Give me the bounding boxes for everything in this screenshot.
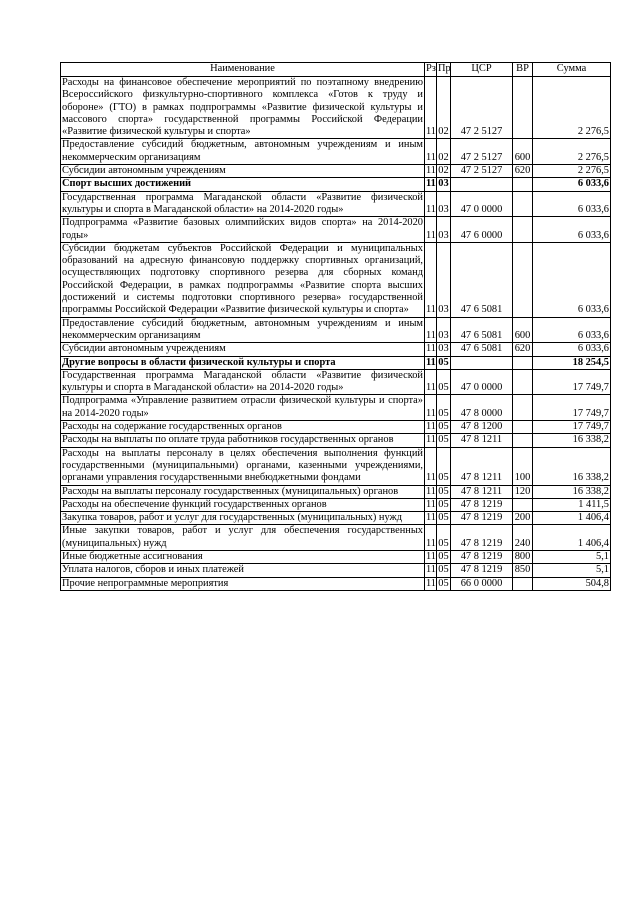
row-name-cell: Иные закупки товаров, работ и услуг для обеспечения государственных (муниципальных) нужд	[62, 525, 423, 549]
row-csr-cell: 47 8 1219	[451, 525, 513, 551]
header-sum: Сумма	[533, 63, 611, 77]
table-row	[61, 356, 611, 369]
table-header	[61, 63, 611, 77]
row-csr-cell: 47 8 1219	[451, 564, 513, 577]
row-csr-cell: 47 6 0000	[451, 217, 513, 243]
table-row	[61, 343, 611, 356]
row-name-cell: Расходы на обеспечение функций государственных органов	[61, 498, 425, 511]
row-csr-cell: 47 8 1219	[451, 512, 513, 525]
table-row	[61, 217, 611, 243]
header-name: Наименование	[61, 63, 425, 77]
row-name-cell: Спорт высших достижений	[61, 178, 425, 191]
row-name-cell: Прочие непрограммные мероприятия	[61, 577, 425, 590]
row-csr-cell: 47 8 0000	[451, 395, 513, 421]
table-row	[61, 447, 611, 485]
budget-table	[60, 62, 611, 591]
row-vr-cell: 600	[513, 139, 533, 165]
row-csr-cell: 47 8 1211	[451, 447, 513, 485]
row-sum-cell: 2 276,5	[533, 139, 611, 165]
row-csr-cell: 47 8 1200	[451, 421, 513, 434]
table-row	[61, 395, 611, 421]
row-sum-cell: 6 033,6	[533, 178, 611, 191]
row-rz-cell: 11	[425, 242, 437, 317]
table-row	[61, 421, 611, 434]
row-csr-cell: 47 2 5127	[451, 165, 513, 178]
row-vr-cell: 100	[513, 447, 533, 485]
row-name-cell: Расходы на выплаты персоналу государственных (муниципальных) органов	[61, 485, 425, 498]
row-csr-cell: 66 0 0000	[451, 577, 513, 590]
row-pr-cell: 05	[438, 577, 449, 589]
row-pr-cell: 02	[437, 139, 451, 165]
row-sum-cell: 6 033,6	[533, 317, 611, 343]
table-row	[61, 165, 611, 178]
table-row	[61, 317, 611, 343]
row-vr-cell	[513, 421, 533, 434]
row-sum-cell: 6 033,6	[533, 217, 611, 243]
row-pr-cell: 05	[438, 564, 449, 576]
row-vr-cell	[513, 498, 533, 511]
row-pr-cell: 03	[437, 242, 451, 317]
budget-document-page	[60, 62, 610, 591]
row-rz-cell: 11	[425, 395, 437, 421]
row-pr-cell: 02	[438, 165, 449, 177]
row-sum-cell: 17 749,7	[533, 395, 611, 421]
row-vr-cell	[513, 369, 533, 395]
row-rz-cell: 11	[425, 191, 437, 217]
row-csr-cell: 47 8 1219	[451, 498, 513, 511]
row-rz-cell: 11	[425, 217, 437, 243]
row-sum-cell: 1 406,4	[533, 512, 611, 525]
table-row	[61, 525, 611, 551]
row-pr-cell: 05	[437, 369, 451, 395]
row-sum-cell: 16 338,2	[533, 485, 611, 498]
row-vr-cell: 620	[513, 165, 533, 178]
header-pr: Пр	[437, 63, 451, 77]
row-pr-cell: 05	[438, 485, 449, 497]
row-pr-cell: 03	[438, 343, 449, 355]
row-pr-cell: 05	[438, 356, 449, 368]
row-name-cell: Уплата налогов, сборов и иных платежей	[61, 564, 425, 577]
row-vr-cell	[513, 77, 533, 139]
row-name-cell: Субсидии автономным учреждениям	[61, 165, 425, 178]
row-csr-cell: 47 8 1219	[451, 550, 513, 563]
row-name-cell: Подпрограмма «Развитие базовых олимпийских видов спорта» на 2014-2020 годы»	[62, 217, 423, 241]
row-vr-cell	[513, 395, 533, 421]
table-row	[61, 577, 611, 590]
row-name-cell: Субсидии бюджетам субъектов Российской Федерации и муниципальных образований на адресную финансовую поддержку спортивных организаций, осуществляющих подготовку спортивного резерва для сборных команд Российской Федерации, в рамках подпрограммы «Развитие спорта высших достижений и системы подготовки спортивного резерва» государственной программы Российской Федерации «Развитие физической культуры и спорта»	[62, 242, 423, 316]
row-rz-cell: 11	[425, 77, 437, 139]
row-rz-cell: 11	[425, 525, 437, 551]
row-pr-cell: 05	[438, 512, 449, 524]
row-sum-cell: 6 033,6	[533, 242, 611, 317]
row-vr-cell	[513, 217, 533, 243]
row-csr-cell: 47 2 5127	[451, 77, 513, 139]
row-vr-cell	[513, 577, 533, 590]
row-pr-cell: 02	[437, 77, 451, 139]
row-rz-cell: 11	[426, 343, 437, 355]
row-sum-cell: 17 749,7	[533, 369, 611, 395]
row-pr-cell: 03	[437, 217, 451, 243]
row-name-cell: Закупка товаров, работ и услуг для государственных (муниципальных) нужд	[61, 512, 425, 525]
row-vr-cell	[513, 434, 533, 447]
row-vr-cell: 120	[513, 485, 533, 498]
row-pr-cell: 05	[438, 434, 449, 446]
row-sum-cell: 504,8	[533, 577, 611, 590]
row-rz-cell: 11	[426, 434, 437, 446]
row-rz-cell: 11	[425, 317, 437, 343]
header-rz: Рз	[425, 63, 437, 77]
row-vr-cell: 200	[513, 512, 533, 525]
row-vr-cell	[513, 191, 533, 217]
row-pr-cell: 03	[437, 317, 451, 343]
row-sum-cell: 6 033,6	[533, 343, 611, 356]
row-rz-cell: 11	[426, 165, 437, 177]
row-csr-cell: 47 2 5127	[451, 139, 513, 165]
row-name-cell: Предоставление субсидий бюджетным, автономным учреждениям и иным некоммерческим организациям	[62, 139, 423, 163]
table-row	[61, 191, 611, 217]
row-csr-cell: 47 0 0000	[451, 369, 513, 395]
row-vr-cell	[513, 356, 533, 369]
row-rz-cell: 11	[425, 447, 437, 485]
row-vr-cell	[513, 242, 533, 317]
row-rz-cell: 11	[426, 512, 437, 524]
row-csr-cell: 47 8 1211	[451, 485, 513, 498]
row-pr-cell: 05	[437, 525, 451, 551]
row-name-cell: Иные бюджетные ассигнования	[61, 550, 425, 563]
row-sum-cell: 16 338,2	[533, 434, 611, 447]
table-row	[61, 512, 611, 525]
row-name-cell: Расходы на содержание государственных органов	[61, 421, 425, 434]
row-name-cell: Государственная программа Магаданской области «Развитие физической культуры и спорта в Магаданской области» на 2014-2020 годы»	[62, 369, 423, 394]
row-sum-cell: 5,1	[533, 550, 611, 563]
row-rz-cell: 11	[426, 356, 436, 368]
row-rz-cell: 11	[426, 485, 437, 497]
table-row	[61, 434, 611, 447]
row-csr-cell: 47 6 5081	[451, 343, 513, 356]
table-row	[61, 77, 611, 139]
row-rz-cell: 11	[426, 421, 437, 433]
row-pr-cell: 03	[437, 191, 451, 217]
table-row	[61, 242, 611, 317]
row-sum-cell: 2 276,5	[533, 165, 611, 178]
table-body	[61, 77, 611, 591]
row-sum-cell: 16 338,2	[533, 447, 611, 485]
table-row	[61, 485, 611, 498]
row-rz-cell: 11	[426, 498, 437, 510]
table-row	[61, 498, 611, 511]
row-vr-cell: 850	[513, 564, 533, 577]
row-name-cell: Другие вопросы в области физической культуры и спорта	[61, 356, 425, 369]
row-sum-cell: 17 749,7	[533, 421, 611, 434]
header-csr: ЦСР	[451, 63, 513, 77]
row-sum-cell: 1 406,4	[533, 525, 611, 551]
header-row	[61, 63, 611, 77]
row-sum-cell: 1 411,5	[533, 498, 611, 511]
row-pr-cell: 05	[438, 550, 449, 562]
row-pr-cell: 05	[437, 447, 451, 485]
row-vr-cell: 620	[513, 343, 533, 356]
row-pr-cell: 05	[437, 395, 451, 421]
row-name-cell: Подпрограмма «Управление развитием отрасли физической культуры и спорта» на 2014-2020 годы»	[62, 395, 423, 419]
table-row	[61, 178, 611, 191]
row-name-cell: Государственная программа Магаданской области «Развитие физической культуры и спорта в Магаданской области» на 2014-2020 годы»	[62, 191, 423, 215]
row-name-cell: Расходы на выплаты по оплате труда работников государственных органов	[61, 434, 425, 447]
row-rz-cell: 11	[425, 139, 437, 165]
row-rz-cell: 11	[426, 577, 437, 589]
row-pr-cell: 05	[438, 498, 449, 510]
row-name-cell: Субсидии автономным учреждениям	[61, 343, 425, 356]
row-sum-cell: 5,1	[533, 564, 611, 577]
table-row	[61, 139, 611, 165]
row-csr-cell: 47 8 1211	[451, 434, 513, 447]
row-rz-cell: 11	[426, 178, 436, 190]
row-sum-cell: 2 276,5	[533, 77, 611, 139]
table-row	[61, 369, 611, 395]
row-csr-cell: 47 0 0000	[451, 191, 513, 217]
row-pr-cell: 05	[438, 421, 449, 433]
row-sum-cell: 18 254,5	[533, 356, 611, 369]
row-csr-cell	[451, 356, 513, 369]
row-vr-cell: 240	[513, 525, 533, 551]
row-name-cell: Предоставление субсидий бюджетным, автономным учреждениям и иным некоммерческим организациям	[62, 317, 423, 341]
row-csr-cell: 47 6 5081	[451, 242, 513, 317]
row-csr-cell	[451, 178, 513, 191]
row-csr-cell: 47 6 5081	[451, 317, 513, 343]
row-vr-cell	[513, 178, 533, 191]
header-vr: ВР	[513, 63, 533, 77]
row-name-cell: Расходы на финансовое обеспечение мероприятий по поэтапному внедрению Всероссийского физкультурно-спортивного комплекса «Готов к труду и обороне» (ГТО) в рамках подпрограммы «Развитие физической культуры и массового спорта» государственной программы Российской Федерации «Развитие физической культуры и спорта»	[62, 77, 423, 138]
row-rz-cell: 11	[425, 369, 437, 395]
table-row	[61, 564, 611, 577]
table-row	[61, 550, 611, 563]
row-rz-cell: 11	[426, 550, 437, 562]
row-vr-cell: 800	[513, 550, 533, 563]
row-sum-cell: 6 033,6	[533, 191, 611, 217]
row-rz-cell: 11	[426, 564, 437, 576]
row-name-cell: Расходы на выплаты персоналу в целях обеспечения выполнения функций государственными (муниципальными) органами, казенными учреждениями, органами управления государственными внебюджетными фондами	[62, 447, 423, 484]
row-pr-cell: 03	[438, 178, 449, 190]
row-vr-cell: 600	[513, 317, 533, 343]
